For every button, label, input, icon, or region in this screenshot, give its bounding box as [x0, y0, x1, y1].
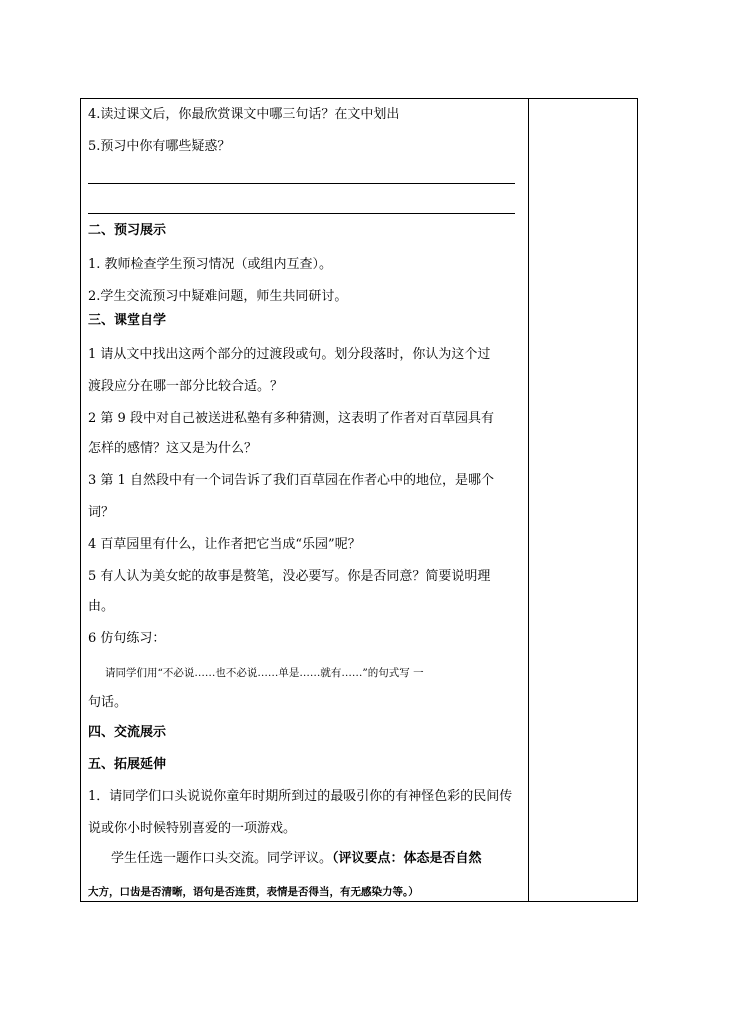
preview-item-1: 1. 教师检查学生预习情况（或组内互查）。	[88, 257, 333, 272]
extension-task-text: 学生任选一题作口头交流。同学评议。	[111, 851, 333, 866]
question-5: 5.预习中你有哪些疑惑？	[88, 139, 231, 154]
section-heading-extension: 五、拓展延伸	[88, 757, 167, 772]
self-study-item-1a: 1 请从文中找出这两个部分的过渡段或句。划分段落时，你认为这个过	[88, 347, 491, 362]
section-heading-preview: 二、预习展示	[88, 223, 167, 238]
self-study-item-3a: 3 第 1 自然段中有一个词告诉了我们百草园在作者心中的地位，是哪个	[88, 473, 494, 488]
lesson-table	[80, 98, 638, 902]
self-study-item-5a: 5 有人认为美女蛇的故事是赘笔，没必要写。你是否同意？简要说明理	[88, 569, 491, 584]
question-4: 4.读过课文后，你最欣赏课文中哪三句话？在文中划出	[88, 107, 400, 122]
self-study-item-4: 4 百草园里有什么，让作者把它当成“乐园”呢？	[88, 537, 361, 552]
preview-item-2: 2.学生交流预习中疑难问题，师生共同研讨。	[88, 289, 348, 304]
self-study-item-2b: 怎样的感情？这又是为什么？	[88, 441, 258, 456]
self-study-item-2a: 2 第 9 段中对自己被送进私塾有多种猜测，这表明了作者对百草园具有	[88, 411, 494, 426]
extension-item-1a: 1．请同学们口头说说你童年时期所到过的最吸引你的有神怪色彩的民间传	[88, 789, 513, 804]
answer-line-1[interactable]	[88, 183, 515, 184]
section-heading-exchange: 四、交流展示	[88, 725, 167, 740]
imitation-instruction-end: 句话。	[88, 695, 128, 710]
extension-item-1b: 说或你小时候特别喜爱的一项游戏。	[88, 821, 297, 836]
answer-line-2[interactable]	[88, 213, 515, 214]
evaluation-points-start: （评议要点：体态是否自然	[332, 851, 482, 866]
notes-column-divider	[528, 99, 529, 901]
extension-task	[111, 851, 482, 867]
self-study-item-5b: 由。	[88, 599, 115, 614]
self-study-item-3b: 词？	[88, 505, 115, 520]
imitation-instruction: 请同学们用“不必说……也不必说……单是……就有……”的句式写 一	[105, 667, 424, 679]
evaluation-points-end: 大方，口齿是否清晰，语句是否连贯，表情是否得当，有无感染力等。）	[88, 886, 419, 898]
self-study-item-6: 6 仿句练习：	[88, 631, 166, 646]
self-study-item-1b: 渡段应分在哪一部分比较合适。？	[88, 379, 284, 394]
section-heading-self-study: 三、课堂自学	[88, 313, 167, 328]
